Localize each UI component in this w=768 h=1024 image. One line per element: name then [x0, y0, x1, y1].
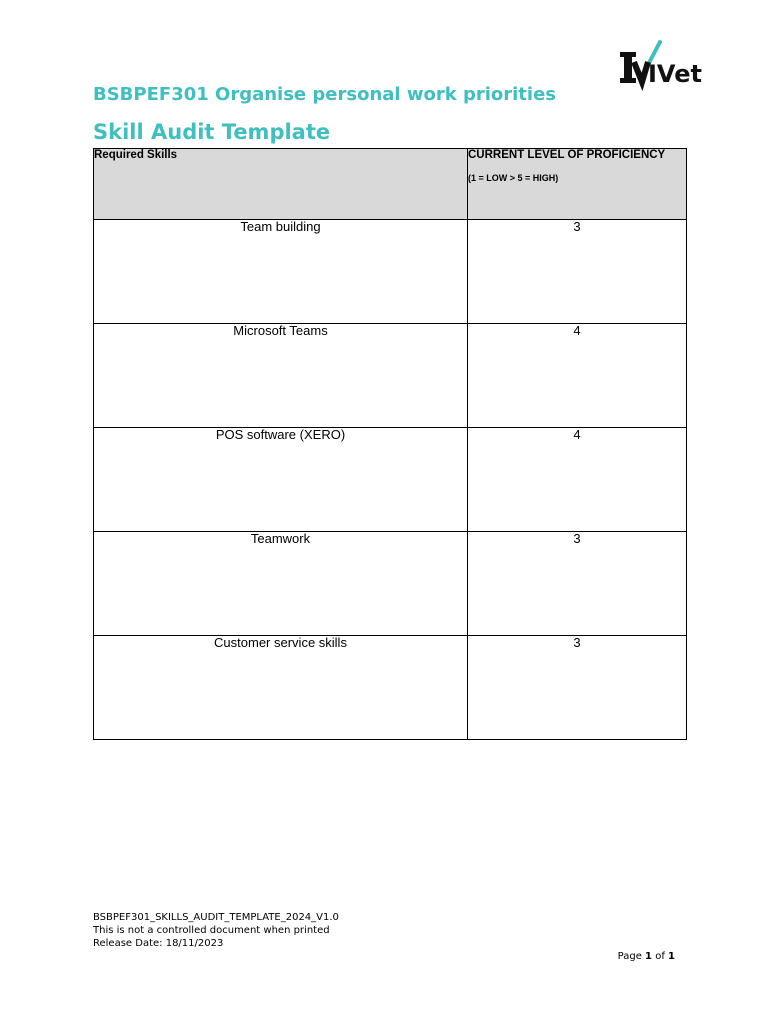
- proficiency-header: [468, 149, 687, 220]
- level-text: 3: [573, 635, 581, 650]
- logo-letters: IVet: [648, 60, 702, 88]
- ivet-logo-mark: [620, 40, 702, 88]
- page-total: 1: [668, 951, 675, 962]
- page-title: Skill Audit Template: [93, 120, 331, 144]
- skill-cell[interactable]: [94, 220, 468, 324]
- page-of: of: [655, 951, 665, 962]
- skill-text: Microsoft Teams: [233, 323, 328, 338]
- skill-text: Customer service skills: [214, 635, 347, 650]
- page-word: Page: [617, 951, 642, 962]
- skill-cell[interactable]: [94, 532, 468, 636]
- control-note: This is not a controlled document when printed: [93, 925, 330, 936]
- level-cell[interactable]: [468, 636, 687, 740]
- table-row: [94, 636, 687, 740]
- skill-text: Team building: [240, 219, 321, 234]
- page-current: 1: [645, 951, 653, 962]
- table-row: [94, 532, 687, 636]
- level-cell[interactable]: [468, 324, 687, 428]
- proficiency-label: CURRENT LEVEL OF PROFICIENCY: [468, 149, 666, 161]
- release-date: Release Date: 18/11/2023: [93, 938, 224, 949]
- level-cell[interactable]: [468, 428, 687, 532]
- table-row: [94, 324, 687, 428]
- document-code: BSBPEF301_SKILLS_AUDIT_TEMPLATE_2024_V1.0: [93, 912, 339, 923]
- unit-title: BSBPEF301 Organise personal work priorities: [93, 84, 557, 105]
- page-number: [618, 951, 675, 962]
- level-text: 4: [573, 427, 581, 442]
- skill-text: Teamwork: [250, 531, 311, 546]
- required-skills-label: Required Skills: [94, 149, 178, 161]
- skill-cell[interactable]: [94, 428, 468, 532]
- required-skills-header: [94, 149, 468, 220]
- table-row: [94, 220, 687, 324]
- skill-cell[interactable]: [94, 636, 468, 740]
- skills-audit-table: [93, 148, 687, 740]
- level-text: 3: [573, 531, 581, 546]
- document-footer: [93, 911, 339, 950]
- level-text: 4: [573, 323, 581, 338]
- level-cell[interactable]: [468, 532, 687, 636]
- skill-cell[interactable]: [94, 324, 468, 428]
- table-row: [94, 428, 687, 532]
- table-header-row: [94, 149, 687, 220]
- skill-text: POS software (XERO): [215, 427, 346, 442]
- level-cell[interactable]: [468, 220, 687, 324]
- level-text: 3: [573, 219, 581, 234]
- ivet-logo: [620, 40, 702, 88]
- proficiency-scale-note: (1 = LOW > 5 = HIGH): [468, 173, 559, 183]
